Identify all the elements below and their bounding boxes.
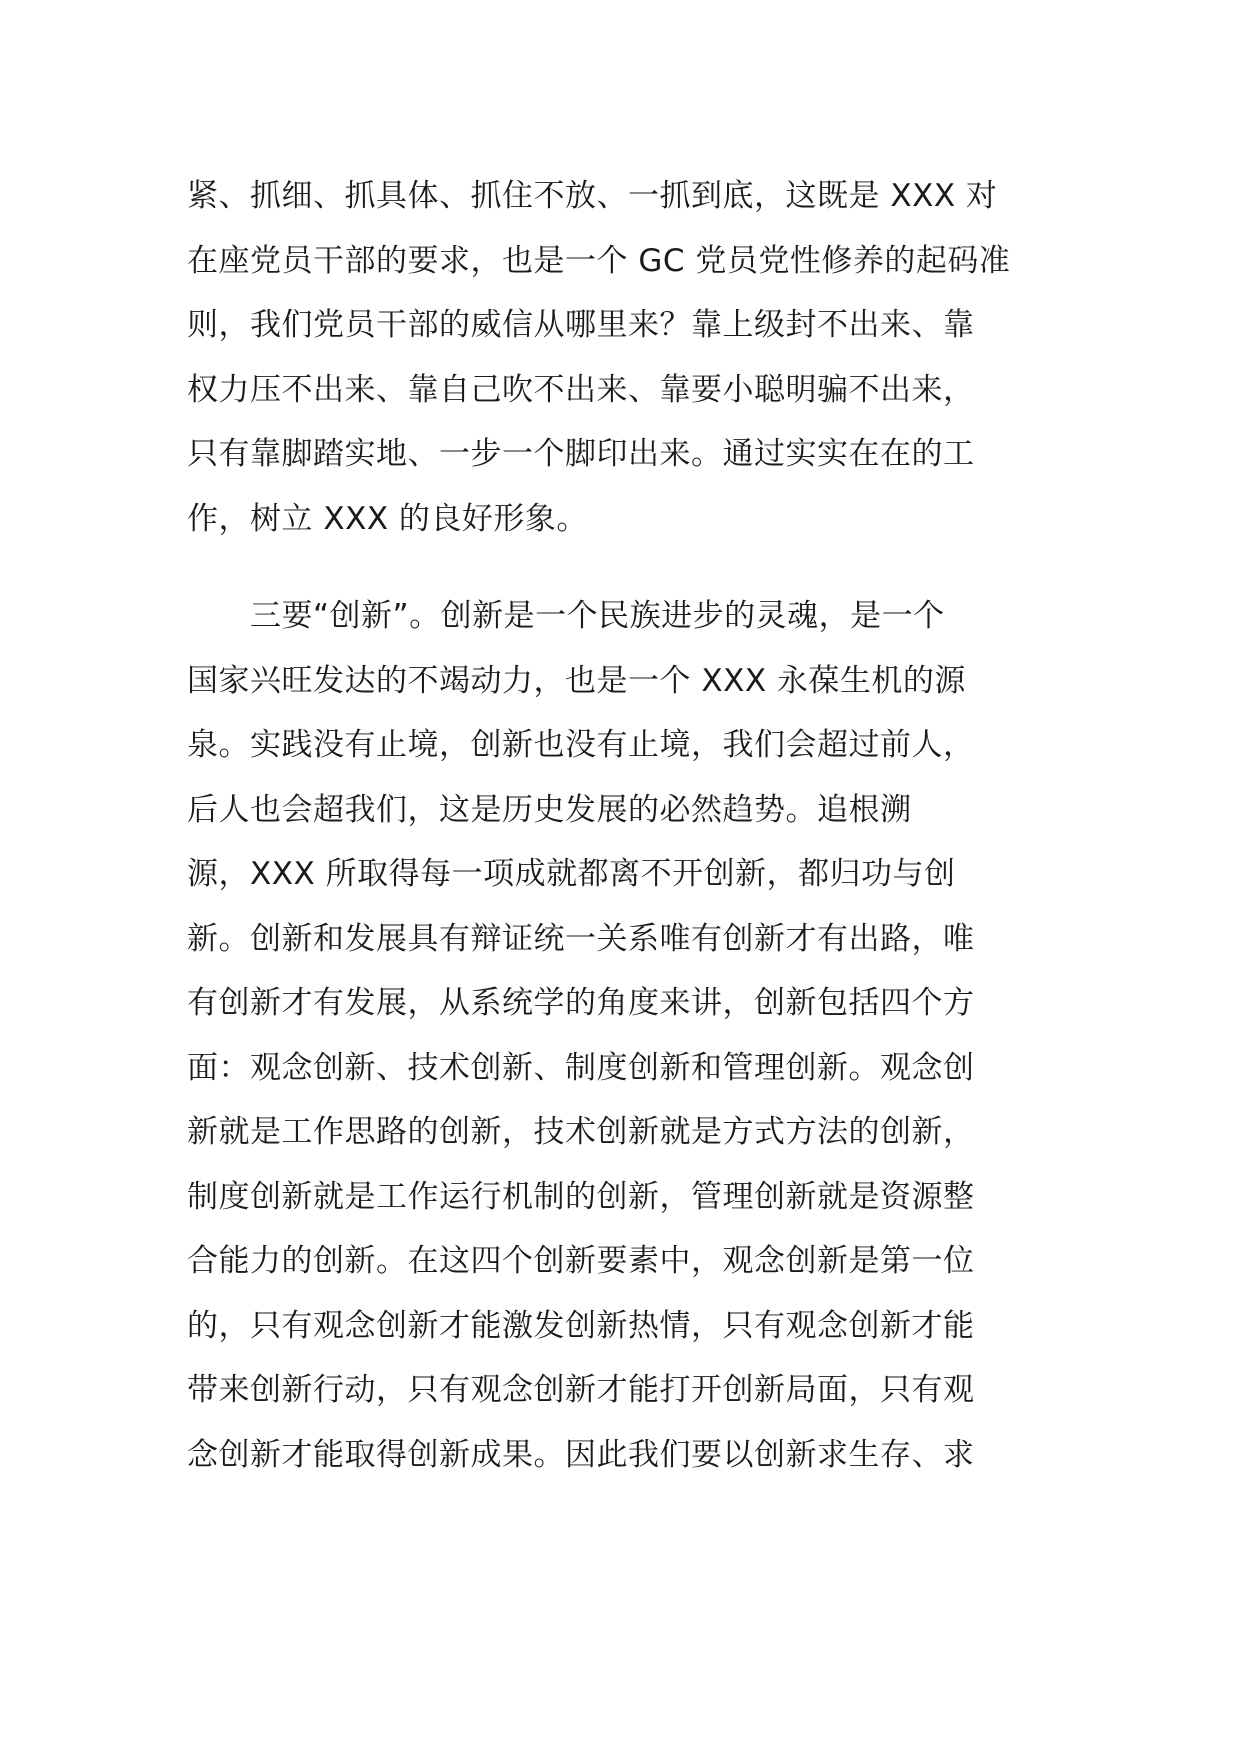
paragraph-line: 国家兴旺发达的不竭动力，也是一个 XXX 永葆生机的源 xyxy=(187,662,966,699)
paragraph-line: 则，我们党员干部的威信从哪里来？靠上级封不出来、靠 xyxy=(187,307,975,343)
paragraph-line: 作，树立 XXX 的良好形象。 xyxy=(187,500,588,537)
paragraph-line: 带来创新行动，只有观念创新才能打开创新局面，只有观 xyxy=(187,1372,975,1408)
paragraph-line: 新。创新和发展具有辩证统一关系唯有创新才有出路，唯 xyxy=(187,920,975,957)
paragraph-1 xyxy=(187,164,1067,551)
paragraph-line: 三要“创新”。创新是一个民族进步的灵魂，是一个 xyxy=(187,598,945,634)
paragraph-line: 面：观念创新、技术创新、制度创新和管理创新。观念创 xyxy=(187,1049,975,1086)
paragraph-line: 源，XXX 所取得每一项成就都离不开创新，都归功与创 xyxy=(187,856,956,892)
paragraph-line: 有创新才有发展，从系统学的角度来讲，创新包括四个方 xyxy=(187,985,975,1021)
paragraph-line: 制度创新就是工作运行机制的创新，管理创新就是资源整 xyxy=(187,1178,975,1215)
paragraph-2 xyxy=(187,584,1067,1487)
paragraph-line: 只有靠脚踏实地、一步一个脚印出来。通过实实在在的工 xyxy=(187,436,975,472)
paragraph-line: 紧、抓细、抓具体、抓住不放、一抓到底，这既是 XXX 对 xyxy=(187,178,998,214)
paragraph-line: 新就是工作思路的创新，技术创新就是方式方法的创新， xyxy=(187,1114,975,1150)
paragraph-line: 泉。实践没有止境，创新也没有止境，我们会超过前人， xyxy=(187,727,975,763)
paragraph-line: 权力压不出来、靠自己吹不出来、靠要小聪明骗不出来， xyxy=(187,371,975,408)
paragraph-line: 后人也会超我们，这是历史发展的必然趋势。追根溯 xyxy=(187,791,912,828)
paragraph-line: 的，只有观念创新才能激发创新热情，只有观念创新才能 xyxy=(187,1307,975,1344)
paragraph-line: 念创新才能取得创新成果。因此我们要以创新求生存、求 xyxy=(187,1436,975,1473)
paragraph-line: 合能力的创新。在这四个创新要素中，观念创新是第一位 xyxy=(187,1243,975,1279)
paragraph-line: 在座党员干部的要求，也是一个 GC 党员党性修养的起码准 xyxy=(187,242,1011,279)
